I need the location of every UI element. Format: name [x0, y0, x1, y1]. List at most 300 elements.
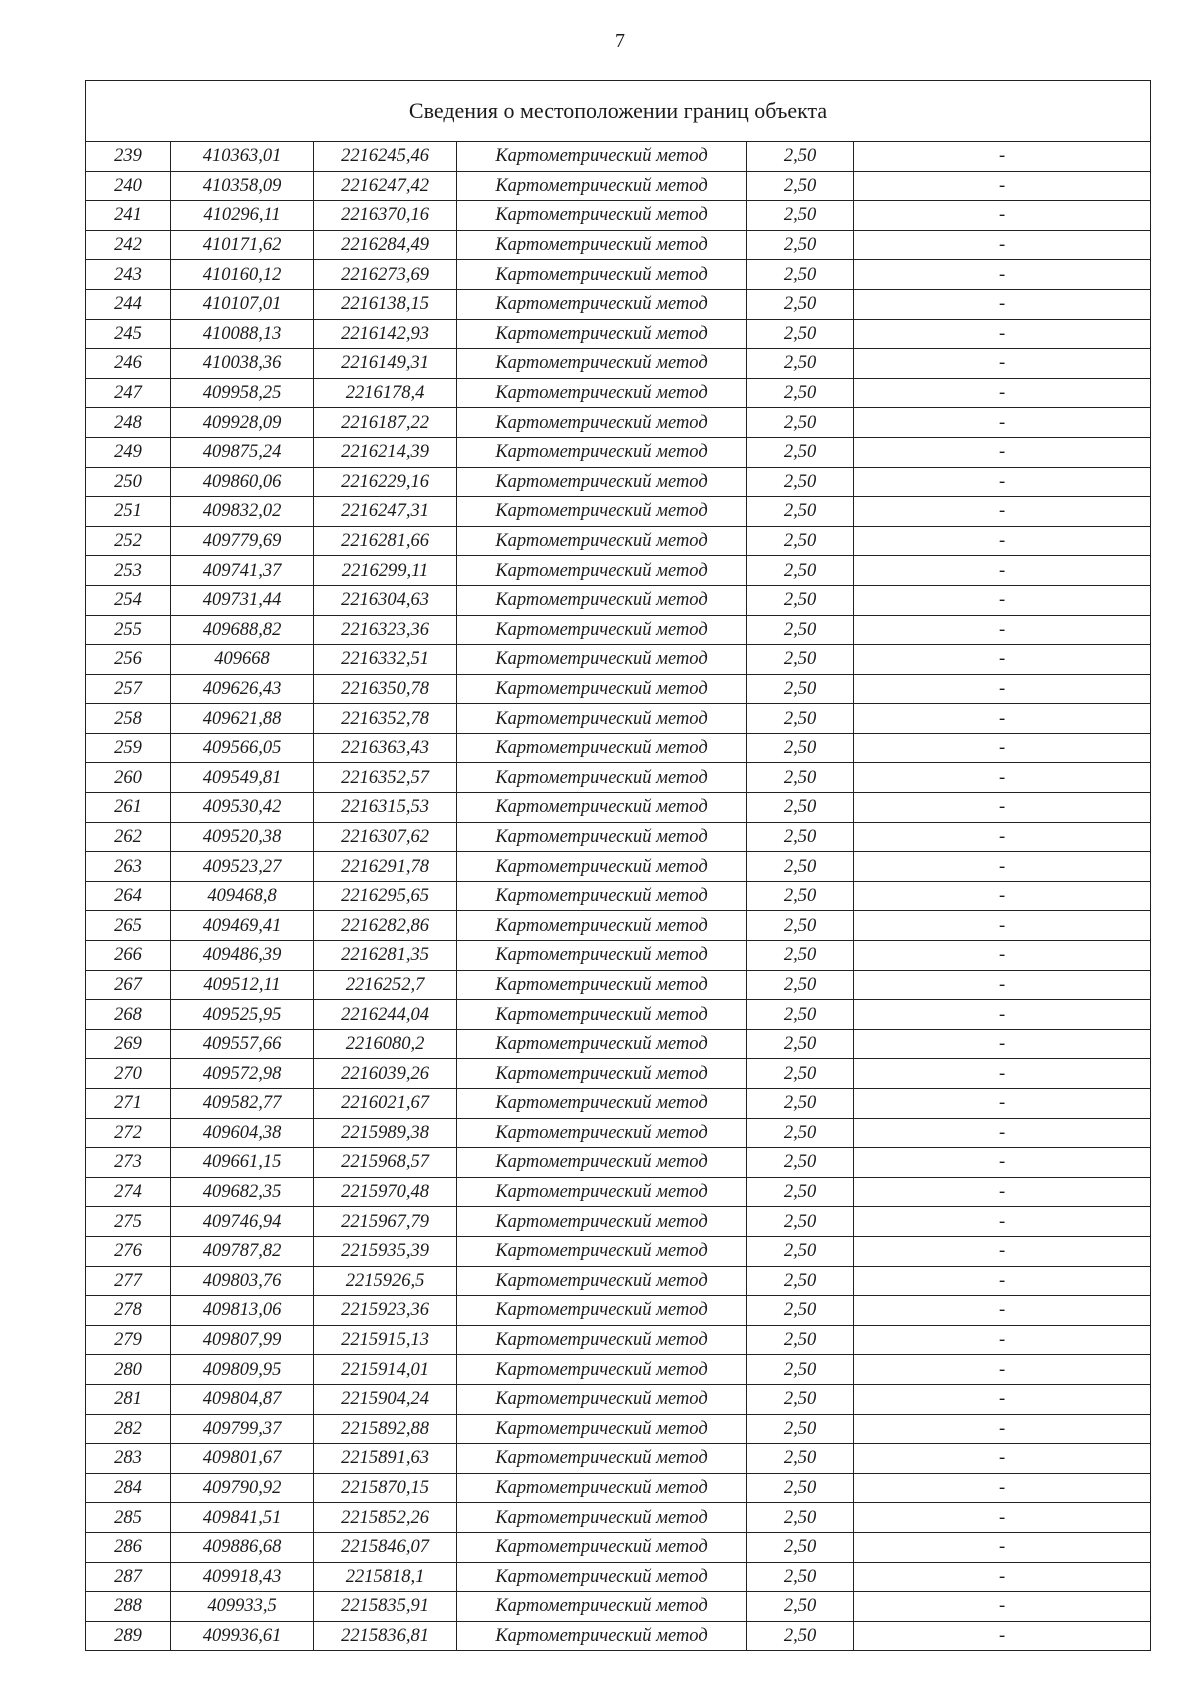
table-row	[86, 408, 1151, 438]
description-cell: -	[854, 497, 1151, 527]
method-cell: Картометрический метод	[457, 378, 747, 408]
accuracy-cell: 2,50	[747, 1384, 854, 1414]
x-coordinate-cell: 409512,11	[171, 970, 314, 1000]
accuracy-cell: 2,50	[747, 142, 854, 172]
method-cell: Картометрический метод	[457, 467, 747, 497]
table-row	[86, 1444, 1151, 1474]
accuracy-cell: 2,50	[747, 1503, 854, 1533]
accuracy-cell: 2,50	[747, 349, 854, 379]
y-coordinate-cell: 2216252,7	[314, 970, 457, 1000]
y-coordinate-cell: 2215892,88	[314, 1414, 457, 1444]
table-row	[86, 1000, 1151, 1030]
table-caption: Сведения о местоположении границ объекта	[86, 81, 1151, 142]
x-coordinate-cell: 409813,06	[171, 1296, 314, 1326]
description-cell: -	[854, 1296, 1151, 1326]
description-cell: -	[854, 645, 1151, 675]
x-coordinate-cell: 409860,06	[171, 467, 314, 497]
accuracy-cell: 2,50	[747, 1296, 854, 1326]
point-number-cell: 278	[86, 1296, 171, 1326]
description-cell: -	[854, 437, 1151, 467]
point-number-cell: 264	[86, 881, 171, 911]
x-coordinate-cell: 409682,35	[171, 1177, 314, 1207]
x-coordinate-cell: 409661,15	[171, 1148, 314, 1178]
description-cell: -	[854, 941, 1151, 971]
x-coordinate-cell: 409520,38	[171, 822, 314, 852]
y-coordinate-cell: 2216304,63	[314, 585, 457, 615]
x-coordinate-cell: 409626,43	[171, 674, 314, 704]
point-number-cell: 282	[86, 1414, 171, 1444]
table-row	[86, 1266, 1151, 1296]
y-coordinate-cell: 2216138,15	[314, 289, 457, 319]
accuracy-cell: 2,50	[747, 171, 854, 201]
x-coordinate-cell: 410160,12	[171, 260, 314, 290]
description-cell: -	[854, 1000, 1151, 1030]
table-row	[86, 556, 1151, 586]
description-cell: -	[854, 1089, 1151, 1119]
accuracy-cell: 2,50	[747, 615, 854, 645]
point-number-cell: 258	[86, 704, 171, 734]
table-row	[86, 1118, 1151, 1148]
x-coordinate-cell: 409809,95	[171, 1355, 314, 1385]
description-cell: -	[854, 319, 1151, 349]
method-cell: Картометрический метод	[457, 437, 747, 467]
y-coordinate-cell: 2216332,51	[314, 645, 457, 675]
accuracy-cell: 2,50	[747, 1207, 854, 1237]
description-cell: -	[854, 1118, 1151, 1148]
table-row	[86, 1207, 1151, 1237]
method-cell: Картометрический метод	[457, 230, 747, 260]
point-number-cell: 251	[86, 497, 171, 527]
method-cell: Картометрический метод	[457, 822, 747, 852]
table-row	[86, 852, 1151, 882]
method-cell: Картометрический метод	[457, 1177, 747, 1207]
method-cell: Картометрический метод	[457, 1266, 747, 1296]
table-caption-row	[86, 81, 1151, 142]
method-cell: Картометрический метод	[457, 260, 747, 290]
point-number-cell: 286	[86, 1532, 171, 1562]
method-cell: Картометрический метод	[457, 497, 747, 527]
point-number-cell: 269	[86, 1029, 171, 1059]
y-coordinate-cell: 2215835,91	[314, 1592, 457, 1622]
method-cell: Картометрический метод	[457, 1029, 747, 1059]
method-cell: Картометрический метод	[457, 349, 747, 379]
method-cell: Картометрический метод	[457, 1236, 747, 1266]
table-row	[86, 763, 1151, 793]
method-cell: Картометрический метод	[457, 1503, 747, 1533]
accuracy-cell: 2,50	[747, 289, 854, 319]
point-number-cell: 257	[86, 674, 171, 704]
table-row	[86, 142, 1151, 172]
x-coordinate-cell: 409523,27	[171, 852, 314, 882]
x-coordinate-cell: 409486,39	[171, 941, 314, 971]
description-cell: -	[854, 1148, 1151, 1178]
table-row	[86, 822, 1151, 852]
table-row	[86, 1089, 1151, 1119]
method-cell: Картометрический метод	[457, 142, 747, 172]
table-row	[86, 881, 1151, 911]
description-cell: -	[854, 1355, 1151, 1385]
point-number-cell: 247	[86, 378, 171, 408]
description-cell: -	[854, 142, 1151, 172]
x-coordinate-cell: 409468,8	[171, 881, 314, 911]
point-number-cell: 275	[86, 1207, 171, 1237]
point-number-cell: 281	[86, 1384, 171, 1414]
y-coordinate-cell: 2216363,43	[314, 733, 457, 763]
method-cell: Картометрический метод	[457, 1000, 747, 1030]
y-coordinate-cell: 2216350,78	[314, 674, 457, 704]
y-coordinate-cell: 2215870,15	[314, 1473, 457, 1503]
method-cell: Картометрический метод	[457, 645, 747, 675]
y-coordinate-cell: 2215846,07	[314, 1532, 457, 1562]
point-number-cell: 276	[86, 1236, 171, 1266]
point-number-cell: 262	[86, 822, 171, 852]
x-coordinate-cell: 410088,13	[171, 319, 314, 349]
y-coordinate-cell: 2216370,16	[314, 201, 457, 231]
table-row	[86, 1059, 1151, 1089]
description-cell: -	[854, 1592, 1151, 1622]
y-coordinate-cell: 2216214,39	[314, 437, 457, 467]
table-row	[86, 201, 1151, 231]
accuracy-cell: 2,50	[747, 1621, 854, 1651]
y-coordinate-cell: 2216142,93	[314, 319, 457, 349]
point-number-cell: 274	[86, 1177, 171, 1207]
y-coordinate-cell: 2216247,31	[314, 497, 457, 527]
x-coordinate-cell: 409886,68	[171, 1532, 314, 1562]
y-coordinate-cell: 2216323,36	[314, 615, 457, 645]
x-coordinate-cell: 410358,09	[171, 171, 314, 201]
y-coordinate-cell: 2216295,65	[314, 881, 457, 911]
accuracy-cell: 2,50	[747, 1148, 854, 1178]
accuracy-cell: 2,50	[747, 378, 854, 408]
point-number-cell: 241	[86, 201, 171, 231]
y-coordinate-cell: 2216178,4	[314, 378, 457, 408]
accuracy-cell: 2,50	[747, 1236, 854, 1266]
table-row	[86, 1355, 1151, 1385]
boundary-table-sheet	[85, 80, 1150, 1651]
x-coordinate-cell: 409572,98	[171, 1059, 314, 1089]
point-number-cell: 253	[86, 556, 171, 586]
point-number-cell: 246	[86, 349, 171, 379]
table-body	[86, 142, 1151, 1651]
x-coordinate-cell: 410296,11	[171, 201, 314, 231]
description-cell: -	[854, 822, 1151, 852]
accuracy-cell: 2,50	[747, 881, 854, 911]
accuracy-cell: 2,50	[747, 1266, 854, 1296]
table-row	[86, 526, 1151, 556]
point-number-cell: 288	[86, 1592, 171, 1622]
x-coordinate-cell: 409621,88	[171, 704, 314, 734]
x-coordinate-cell: 409741,37	[171, 556, 314, 586]
x-coordinate-cell: 409469,41	[171, 911, 314, 941]
x-coordinate-cell: 409807,99	[171, 1325, 314, 1355]
method-cell: Картометрический метод	[457, 556, 747, 586]
method-cell: Картометрический метод	[457, 1089, 747, 1119]
point-number-cell: 260	[86, 763, 171, 793]
table-row	[86, 970, 1151, 1000]
point-number-cell: 277	[86, 1266, 171, 1296]
x-coordinate-cell: 409530,42	[171, 793, 314, 823]
method-cell: Картометрический метод	[457, 1414, 747, 1444]
point-number-cell: 268	[86, 1000, 171, 1030]
y-coordinate-cell: 2216247,42	[314, 171, 457, 201]
y-coordinate-cell: 2216307,62	[314, 822, 457, 852]
accuracy-cell: 2,50	[747, 1355, 854, 1385]
table-row	[86, 941, 1151, 971]
point-number-cell: 271	[86, 1089, 171, 1119]
table-row	[86, 1592, 1151, 1622]
point-number-cell: 273	[86, 1148, 171, 1178]
point-number-cell: 255	[86, 615, 171, 645]
description-cell: -	[854, 911, 1151, 941]
point-number-cell: 287	[86, 1562, 171, 1592]
y-coordinate-cell: 2216039,26	[314, 1059, 457, 1089]
point-number-cell: 250	[86, 467, 171, 497]
y-coordinate-cell: 2215967,79	[314, 1207, 457, 1237]
point-number-cell: 259	[86, 733, 171, 763]
x-coordinate-cell: 409688,82	[171, 615, 314, 645]
method-cell: Картометрический метод	[457, 1384, 747, 1414]
point-number-cell: 280	[86, 1355, 171, 1385]
accuracy-cell: 2,50	[747, 497, 854, 527]
description-cell: -	[854, 1059, 1151, 1089]
y-coordinate-cell: 2215923,36	[314, 1296, 457, 1326]
x-coordinate-cell: 410038,36	[171, 349, 314, 379]
point-number-cell: 254	[86, 585, 171, 615]
method-cell: Картометрический метод	[457, 704, 747, 734]
method-cell: Картометрический метод	[457, 793, 747, 823]
x-coordinate-cell: 410363,01	[171, 142, 314, 172]
description-cell: -	[854, 1414, 1151, 1444]
table-row	[86, 497, 1151, 527]
point-number-cell: 239	[86, 142, 171, 172]
table-row	[86, 230, 1151, 260]
table-row	[86, 733, 1151, 763]
method-cell: Картометрический метод	[457, 526, 747, 556]
x-coordinate-cell: 409803,76	[171, 1266, 314, 1296]
x-coordinate-cell: 409875,24	[171, 437, 314, 467]
description-cell: -	[854, 1266, 1151, 1296]
accuracy-cell: 2,50	[747, 763, 854, 793]
description-cell: -	[854, 556, 1151, 586]
accuracy-cell: 2,50	[747, 1029, 854, 1059]
description-cell: -	[854, 201, 1151, 231]
accuracy-cell: 2,50	[747, 1059, 854, 1089]
x-coordinate-cell: 409933,5	[171, 1592, 314, 1622]
y-coordinate-cell: 2215926,5	[314, 1266, 457, 1296]
method-cell: Картометрический метод	[457, 911, 747, 941]
table-row	[86, 1177, 1151, 1207]
description-cell: -	[854, 1029, 1151, 1059]
table-row	[86, 1532, 1151, 1562]
x-coordinate-cell: 409936,61	[171, 1621, 314, 1651]
description-cell: -	[854, 1236, 1151, 1266]
table-row	[86, 704, 1151, 734]
method-cell: Картометрический метод	[457, 970, 747, 1000]
method-cell: Картометрический метод	[457, 1532, 747, 1562]
x-coordinate-cell: 410107,01	[171, 289, 314, 319]
accuracy-cell: 2,50	[747, 1532, 854, 1562]
table-row	[86, 1562, 1151, 1592]
table-row	[86, 171, 1151, 201]
x-coordinate-cell: 410171,62	[171, 230, 314, 260]
boundary-coordinates-table	[85, 80, 1151, 1651]
accuracy-cell: 2,50	[747, 408, 854, 438]
method-cell: Картометрический метод	[457, 674, 747, 704]
table-row	[86, 1148, 1151, 1178]
x-coordinate-cell: 409549,81	[171, 763, 314, 793]
method-cell: Картометрический метод	[457, 585, 747, 615]
description-cell: -	[854, 763, 1151, 793]
method-cell: Картометрический метод	[457, 941, 747, 971]
accuracy-cell: 2,50	[747, 1000, 854, 1030]
x-coordinate-cell: 409566,05	[171, 733, 314, 763]
y-coordinate-cell: 2216273,69	[314, 260, 457, 290]
accuracy-cell: 2,50	[747, 556, 854, 586]
method-cell: Картометрический метод	[457, 1059, 747, 1089]
y-coordinate-cell: 2216244,04	[314, 1000, 457, 1030]
accuracy-cell: 2,50	[747, 674, 854, 704]
method-cell: Картометрический метод	[457, 408, 747, 438]
accuracy-cell: 2,50	[747, 970, 854, 1000]
method-cell: Картометрический метод	[457, 1355, 747, 1385]
y-coordinate-cell: 2215852,26	[314, 1503, 457, 1533]
x-coordinate-cell: 409787,82	[171, 1236, 314, 1266]
y-coordinate-cell: 2216281,35	[314, 941, 457, 971]
point-number-cell: 270	[86, 1059, 171, 1089]
table-row	[86, 911, 1151, 941]
description-cell: -	[854, 881, 1151, 911]
accuracy-cell: 2,50	[747, 1118, 854, 1148]
point-number-cell: 267	[86, 970, 171, 1000]
description-cell: -	[854, 1532, 1151, 1562]
x-coordinate-cell: 409801,67	[171, 1444, 314, 1474]
description-cell: -	[854, 793, 1151, 823]
accuracy-cell: 2,50	[747, 1562, 854, 1592]
method-cell: Картометрический метод	[457, 852, 747, 882]
description-cell: -	[854, 1325, 1151, 1355]
page-number: 7	[615, 30, 625, 52]
point-number-cell: 285	[86, 1503, 171, 1533]
x-coordinate-cell: 409799,37	[171, 1414, 314, 1444]
x-coordinate-cell: 409918,43	[171, 1562, 314, 1592]
description-cell: -	[854, 1562, 1151, 1592]
description-cell: -	[854, 230, 1151, 260]
x-coordinate-cell: 409804,87	[171, 1384, 314, 1414]
method-cell: Картометрический метод	[457, 1325, 747, 1355]
table-row	[86, 1473, 1151, 1503]
point-number-cell: 244	[86, 289, 171, 319]
point-number-cell: 248	[86, 408, 171, 438]
y-coordinate-cell: 2215836,81	[314, 1621, 457, 1651]
point-number-cell: 284	[86, 1473, 171, 1503]
accuracy-cell: 2,50	[747, 911, 854, 941]
accuracy-cell: 2,50	[747, 437, 854, 467]
description-cell: -	[854, 1384, 1151, 1414]
table-row	[86, 674, 1151, 704]
y-coordinate-cell: 2216080,2	[314, 1029, 457, 1059]
x-coordinate-cell: 409731,44	[171, 585, 314, 615]
accuracy-cell: 2,50	[747, 1444, 854, 1474]
y-coordinate-cell: 2216352,57	[314, 763, 457, 793]
table-row	[86, 260, 1151, 290]
description-cell: -	[854, 585, 1151, 615]
y-coordinate-cell: 2216282,86	[314, 911, 457, 941]
table-row	[86, 1236, 1151, 1266]
accuracy-cell: 2,50	[747, 1177, 854, 1207]
point-number-cell: 252	[86, 526, 171, 556]
y-coordinate-cell: 2216284,49	[314, 230, 457, 260]
description-cell: -	[854, 260, 1151, 290]
accuracy-cell: 2,50	[747, 467, 854, 497]
y-coordinate-cell: 2215989,38	[314, 1118, 457, 1148]
point-number-cell: 256	[86, 645, 171, 675]
y-coordinate-cell: 2215935,39	[314, 1236, 457, 1266]
accuracy-cell: 2,50	[747, 1089, 854, 1119]
method-cell: Картометрический метод	[457, 1207, 747, 1237]
accuracy-cell: 2,50	[747, 1414, 854, 1444]
table-row	[86, 1621, 1151, 1651]
description-cell: -	[854, 289, 1151, 319]
table-row	[86, 1325, 1151, 1355]
y-coordinate-cell: 2216281,66	[314, 526, 457, 556]
description-cell: -	[854, 852, 1151, 882]
accuracy-cell: 2,50	[747, 526, 854, 556]
table-row	[86, 1414, 1151, 1444]
method-cell: Картометрический метод	[457, 1562, 747, 1592]
accuracy-cell: 2,50	[747, 645, 854, 675]
y-coordinate-cell: 2215818,1	[314, 1562, 457, 1592]
description-cell: -	[854, 378, 1151, 408]
method-cell: Картометрический метод	[457, 1444, 747, 1474]
accuracy-cell: 2,50	[747, 1592, 854, 1622]
point-number-cell: 240	[86, 171, 171, 201]
description-cell: -	[854, 171, 1151, 201]
x-coordinate-cell: 409790,92	[171, 1473, 314, 1503]
y-coordinate-cell: 2215970,48	[314, 1177, 457, 1207]
description-cell: -	[854, 1207, 1151, 1237]
x-coordinate-cell: 409668	[171, 645, 314, 675]
description-cell: -	[854, 467, 1151, 497]
point-number-cell: 266	[86, 941, 171, 971]
accuracy-cell: 2,50	[747, 941, 854, 971]
description-cell: -	[854, 1473, 1151, 1503]
y-coordinate-cell: 2216291,78	[314, 852, 457, 882]
point-number-cell: 289	[86, 1621, 171, 1651]
accuracy-cell: 2,50	[747, 704, 854, 734]
method-cell: Картометрический метод	[457, 1592, 747, 1622]
y-coordinate-cell: 2215968,57	[314, 1148, 457, 1178]
y-coordinate-cell: 2215914,01	[314, 1355, 457, 1385]
y-coordinate-cell: 2216021,67	[314, 1089, 457, 1119]
x-coordinate-cell: 409604,38	[171, 1118, 314, 1148]
table-row	[86, 1384, 1151, 1414]
description-cell: -	[854, 1444, 1151, 1474]
table-row	[86, 585, 1151, 615]
method-cell: Картометрический метод	[457, 1621, 747, 1651]
method-cell: Картометрический метод	[457, 1118, 747, 1148]
method-cell: Картометрический метод	[457, 319, 747, 349]
method-cell: Картометрический метод	[457, 1148, 747, 1178]
point-number-cell: 263	[86, 852, 171, 882]
point-number-cell: 279	[86, 1325, 171, 1355]
point-number-cell: 261	[86, 793, 171, 823]
method-cell: Картометрический метод	[457, 201, 747, 231]
y-coordinate-cell: 2216229,16	[314, 467, 457, 497]
y-coordinate-cell: 2216245,46	[314, 142, 457, 172]
y-coordinate-cell: 2216352,78	[314, 704, 457, 734]
accuracy-cell: 2,50	[747, 230, 854, 260]
table-row	[86, 793, 1151, 823]
